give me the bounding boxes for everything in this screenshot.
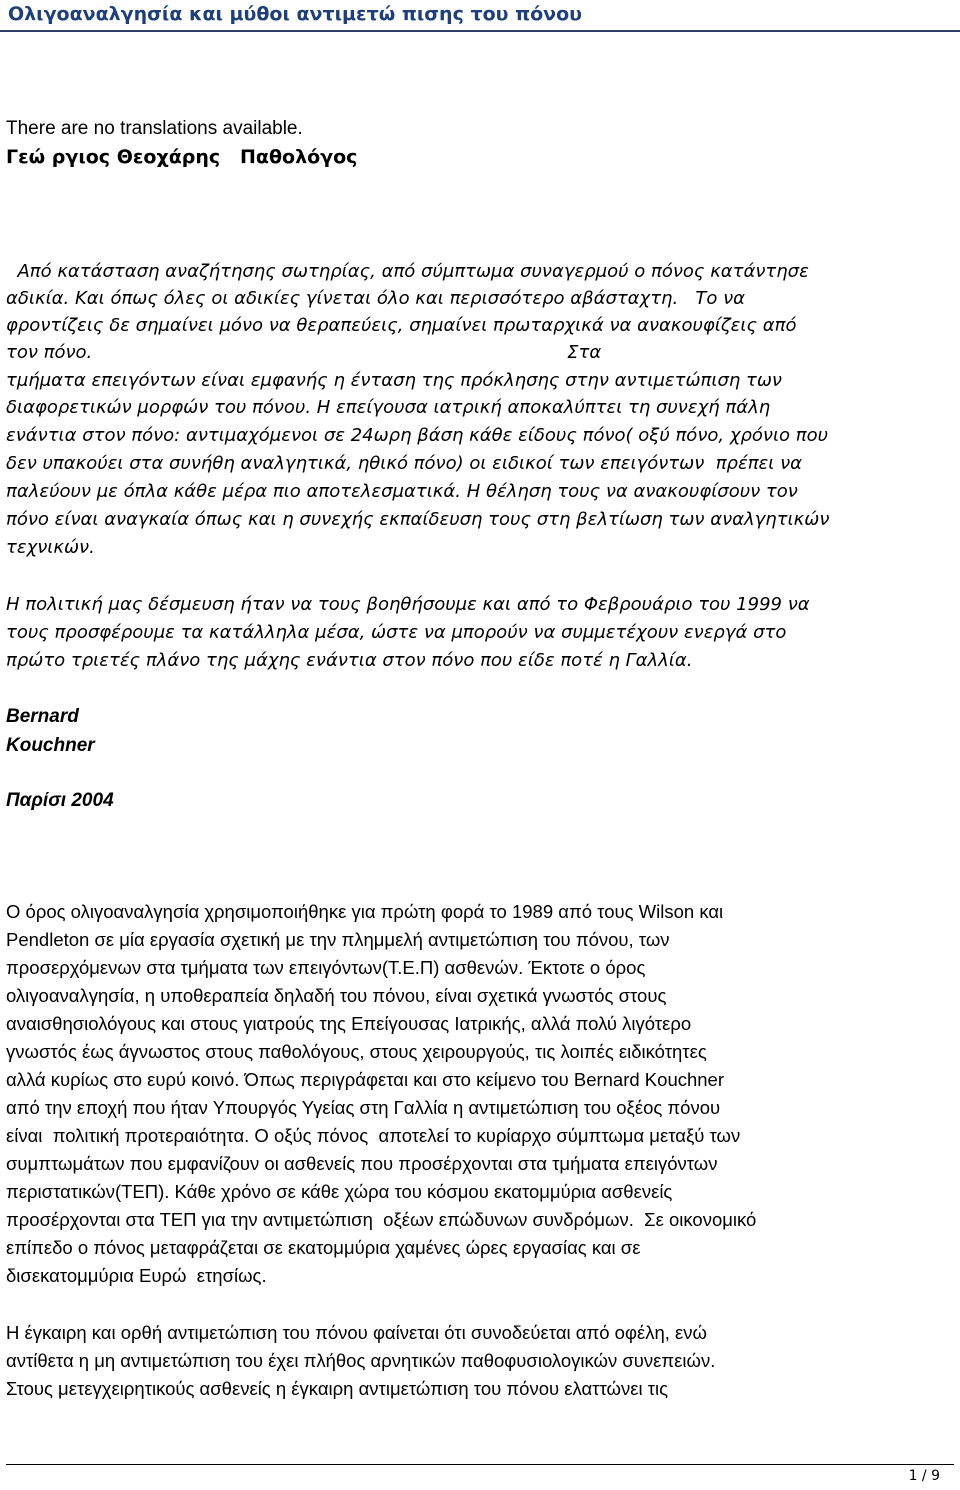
body-line: αναισθησιολόγους και στους γιατρούς της Επείγουσας Ιατρικής, αλλά πολύ λιγότερο — [6, 1013, 692, 1034]
body-line: Pendleton σε μία εργασία σχετική με την πλημμελή αντιμετώπιση του πόνου, των — [6, 929, 670, 950]
quote-line: παλεύουν με όπλα κάθε μέρα πιο αποτελεσματικά. Η θέληση τους να ανακουφίσουν τον — [6, 481, 798, 502]
body-line: αλλά κυρίως στο ευρύ κοινό. Όπως περιγράφεται και στο κείμενο του Bernard Kouchner — [6, 1069, 725, 1090]
body-line: δισεκατομμύρια Ευρώ ετησίως. — [6, 1265, 267, 1286]
page-title: Ολιγοαναλγησία και μύθοι αντιμετώ πισης του πόνου — [8, 3, 582, 25]
quote-line: πόνο είναι αναγκαία όπως και η συνεχής εκπαίδευση τους στη βελτίωση των αναλγητικών — [6, 509, 830, 530]
body-line: περιστατικών(ΤΕΠ). Κάθε χρόνο σε κάθε χώρα του κόσμου εκατομμύρια ασθενείς — [6, 1181, 673, 1202]
quote-line: τμήματα επειγόντων είναι εμφανής η ένταση της πρόκλησης στην αντιμετώπιση των — [6, 370, 782, 391]
commitment-line: Η πολιτική μας δέσμευση ήταν να τους βοηθήσουμε και από το Φεβρουάριο του 1999 να — [6, 594, 810, 615]
commitment-line: πρώτο τριετές πλάνο της μάχης ενάντια στον πόνο που είδε ποτέ η Γαλλία. — [6, 650, 693, 671]
body-line: προσερχόμενων στα τμήματα των επειγόντων(Τ.Ε.Π) ασθενών. Έκτοτε ο όρος — [6, 957, 646, 978]
body-line: συμπτωμάτων που εμφανίζουν οι ασθενείς που προσέρχονται στα τμήματα επειγόντων — [6, 1153, 718, 1174]
body-line: από την εποχή που ήταν Υπουργός Υγείας στη Γαλλία η αντιμετώπιση του οξέος πόνου — [6, 1097, 721, 1118]
page-number: 1 / 9 — [908, 1468, 940, 1484]
quote-line: ενάντια στον πόνο: αντιμαχόμενοι σε 24ωρη βάση κάθε είδους πόνο( οξύ πόνο, χρόνιο που — [6, 425, 829, 446]
quote-line: δεν υπακούει στα συνήθη αναλγητικά, ηθικό πόνο) οι ειδικοί των επειγόντων πρέπει να — [6, 453, 803, 474]
body-line: Ο όρος ολιγοαναλγησία χρησιμοποιήθηκε για πρώτη φορά το 1989 από τους Wilson και — [6, 901, 724, 922]
quote-line: Από κατάσταση αναζήτησης σωτηρίας, από σύμπτωμα συναγερμού ο πόνος κατάντησε — [6, 261, 809, 282]
quote-line: τον πόνο. Στα — [6, 342, 602, 363]
body-line: γνωστός έως άγνωστος στους παθολόγους, στους χειρουργούς, τις λοιπές ειδικότητες — [6, 1041, 707, 1062]
signature-first-name: Bernard — [6, 706, 79, 727]
body-line: είναι πολιτική προτεραιότητα. Ο οξύς πόνος αποτελεί το κυρίαρχο σύμπτωμα μεταξύ των — [6, 1125, 741, 1146]
commitment-line: τους προσφέρουμε τα κατάλληλα μέσα, ώστε να μπορούν να συμμετέχουν ενεργά στο — [6, 622, 787, 643]
quote-line: φροντίζεις δε σημαίνει μόνο να θεραπεύεις, σημαίνει πρωταρχικά να ανακουφίζεις από — [6, 315, 797, 336]
signature-place-date: Παρίσι 2004 — [6, 790, 114, 811]
signature-last-name: Kouchner — [6, 735, 95, 756]
translation-notice: There are no translations available. — [6, 118, 303, 139]
body-line: Στους μετεγχειρητικούς ασθενείς η έγκαιρη αντιμετώπιση του πόνου ελαττώνει τις — [6, 1378, 669, 1399]
footer-divider — [6, 1464, 954, 1465]
body-line: ολιγοαναλγησία, η υποθεραπεία δηλαδή του πόνου, είναι σχετικά γνωστός στους — [6, 985, 667, 1006]
author-line: Γεώ ργιος Θεοχάρης Παθολόγος — [6, 146, 358, 168]
body-line: προσέρχονται στα ΤΕΠ για την αντιμετώπιση οξέων επώδυνων συνδρόμων. Σε οικονομικό — [6, 1209, 757, 1230]
body-line: αντίθετα η μη αντιμετώπιση του έχει πλήθος αρνητικών παθοφυσιολογικών συνεπειών. — [6, 1350, 716, 1371]
quote-line: διαφορετικών μορφών του πόνου. Η επείγουσα ιατρική αποκαλύπτει τη συνεχή πάλη — [6, 397, 771, 418]
body-line: Η έγκαιρη και ορθή αντιμετώπιση του πόνου φαίνεται ότι συνοδεύεται από οφέλη, ενώ — [6, 1322, 707, 1343]
quote-line: τεχνικών. — [6, 537, 95, 558]
quote-line: αδικία. Και όπως όλες οι αδικίες γίνεται όλο και περισσότερο αβάσταχτη. Το να — [6, 288, 745, 309]
body-line: επίπεδο ο πόνος μεταφράζεται σε εκατομμύρια χαμένες ώρες εργασίας και σε — [6, 1237, 641, 1258]
header-bar — [0, 0, 960, 30]
header-divider — [0, 30, 960, 32]
